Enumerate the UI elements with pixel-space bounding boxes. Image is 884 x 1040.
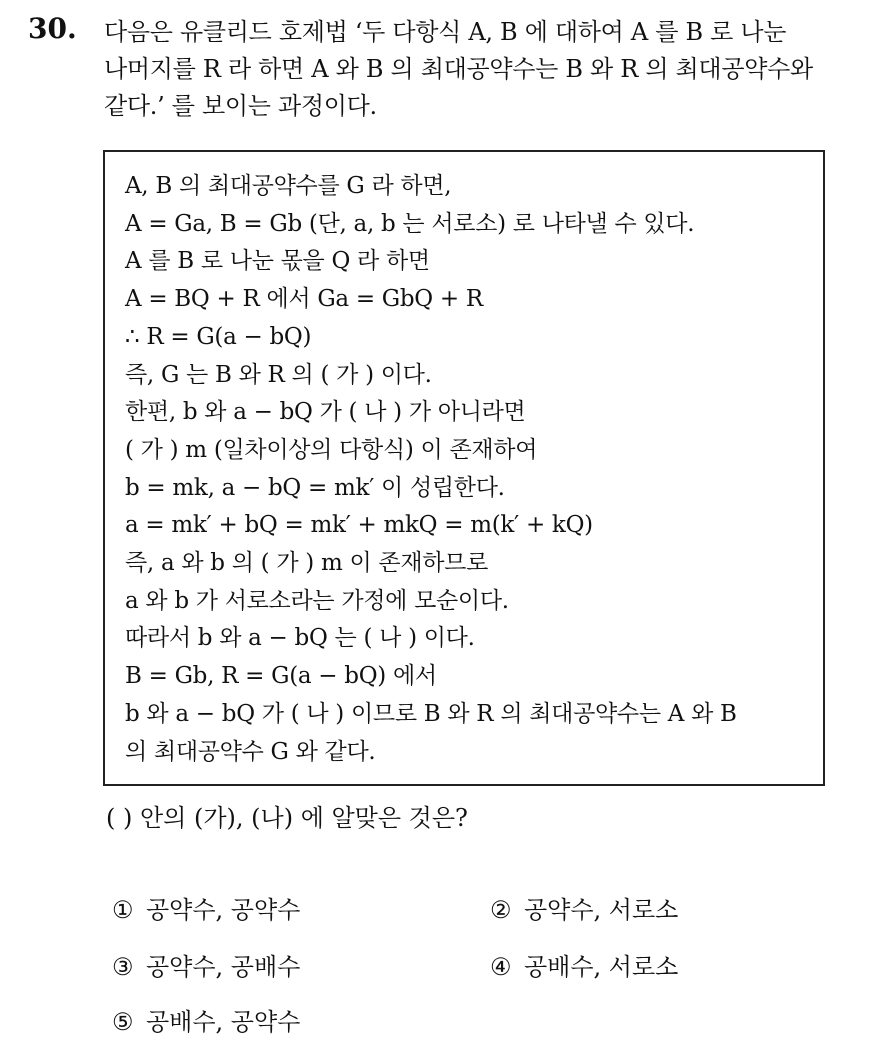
- option-mark: ①: [112, 896, 134, 924]
- proof-line: 따라서 b 와 a − bQ 는 ( 나 ) 이다.: [125, 625, 475, 652]
- answer-option-2[interactable]: [490, 893, 678, 927]
- option-mark: ③: [112, 953, 134, 981]
- option-mark: ④: [490, 953, 512, 981]
- proof-line: b = mk, a − bQ = mk′ 이 성립한다.: [125, 474, 505, 501]
- option-mark: ⑤: [112, 1008, 134, 1036]
- proof-line: ∴ R = G(a − bQ): [125, 323, 312, 350]
- option-text: 공배수, 공약수: [146, 1008, 301, 1036]
- proof-line: A = Ga, B = Gb (단, a, b 는 서로소) 로 나타낼 수 있다.: [125, 210, 695, 237]
- proof-line: A, B 의 최대공약수를 G 라 하면,: [125, 173, 452, 199]
- proof-line: 의 최대공약수 G 와 같다.: [125, 738, 376, 765]
- option-text: 공배수, 서로소: [524, 953, 679, 981]
- proof-line: a 와 b 가 서로소라는 가정에 모순이다.: [125, 587, 509, 614]
- stem-line: 나머지를 R 라 하면 A 와 B 의 최대공약수는 B 와 R 의 최대공약수와: [104, 55, 813, 83]
- option-text: 공약수, 서로소: [524, 896, 679, 924]
- proof-line: a = mk′ + bQ = mk′ + mkQ = m(k′ + kQ): [125, 512, 593, 539]
- proof-line: 한편, b 와 a − bQ 가 ( 나 ) 가 아니라면: [125, 399, 526, 426]
- proof-line: b 와 a − bQ 가 ( 나 ) 이므로 B 와 R 의 최대공약수는 A 와 B: [125, 700, 737, 727]
- option-mark: ②: [490, 896, 512, 924]
- proof-line: B = Gb, R = G(a − bQ) 에서: [125, 663, 437, 690]
- option-text: 공약수, 공약수: [146, 896, 301, 924]
- proof-line: A = BQ + R 에서 Ga = GbQ + R: [125, 286, 483, 313]
- stem-line: 다음은 유클리드 호제법 ‘두 다항식 A, B 에 대하여 A 를 B 로 나눈: [104, 18, 787, 46]
- question-prompt: ( ) 안의 (가), (나) 에 알맞은 것은?: [106, 804, 468, 832]
- answer-option-5[interactable]: [112, 1005, 300, 1039]
- question-number: 30.: [28, 12, 77, 45]
- option-text: 공약수, 공배수: [146, 953, 301, 981]
- proof-line: 즉, a 와 b 의 ( 가 ) m 이 존재하므로: [125, 550, 488, 577]
- proof-lines: [125, 168, 813, 771]
- question-stem: [104, 14, 874, 125]
- proof-line: A 를 B 로 나눈 몫을 Q 라 하면: [125, 248, 430, 275]
- answer-option-1[interactable]: [112, 893, 300, 927]
- stem-line: 같다.’ 를 보이는 과정이다.: [104, 92, 377, 120]
- proof-line: ( 가 ) m (일차이상의 다항식) 이 존재하여: [125, 436, 538, 463]
- proof-box: [103, 150, 825, 786]
- answer-option-3[interactable]: [112, 950, 300, 984]
- proof-line: 즉, G 는 B 와 R 의 ( 가 ) 이다.: [125, 361, 432, 388]
- answer-option-4[interactable]: [490, 950, 678, 984]
